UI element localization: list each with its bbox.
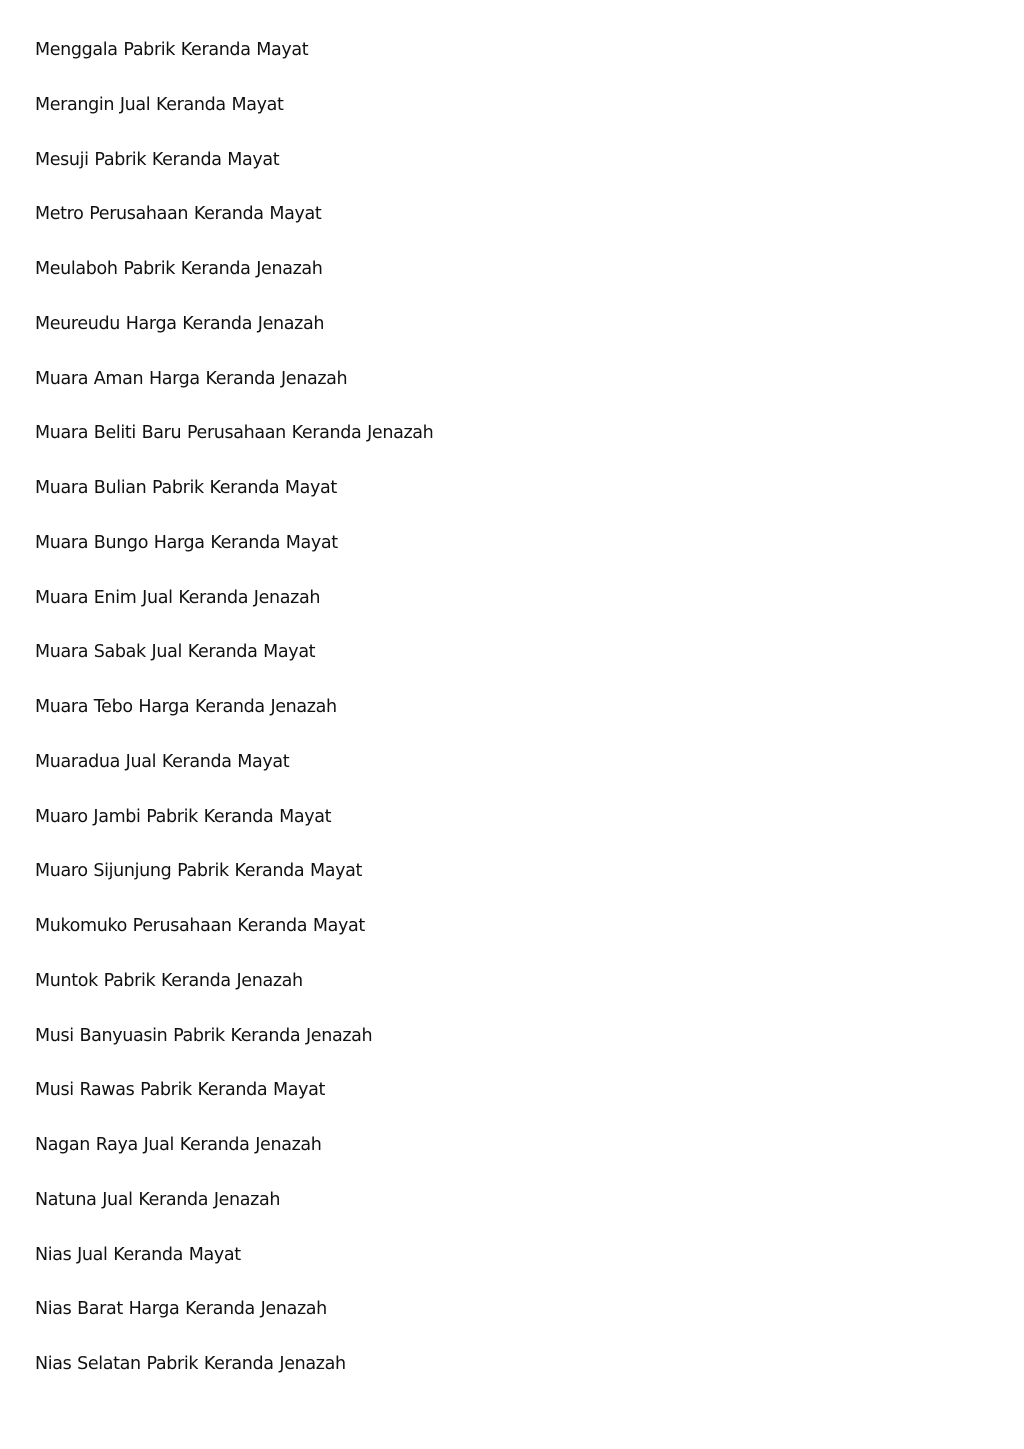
location-link[interactable]: Meulaboh Pabrik Keranda Jenazah — [35, 259, 323, 279]
list-item — [35, 1019, 935, 1074]
list-item — [35, 1347, 935, 1402]
list-item — [35, 252, 935, 307]
location-link-list — [35, 33, 935, 1402]
location-link[interactable]: Muara Beliti Baru Perusahaan Keranda Jenazah — [35, 423, 434, 444]
location-link[interactable]: Musi Banyuasin Pabrik Keranda Jenazah — [35, 1025, 373, 1046]
list-item — [35, 1128, 935, 1183]
list-item — [35, 88, 935, 143]
list-item — [35, 745, 935, 800]
list-item — [35, 854, 935, 909]
list-item — [35, 581, 935, 636]
list-item — [35, 964, 935, 1019]
location-link[interactable]: Muara Bungo Harga Keranda Mayat — [35, 532, 338, 553]
location-link[interactable]: Natuna Jual Keranda Jenazah — [35, 1189, 281, 1210]
list-item — [35, 1238, 935, 1293]
list-item — [35, 307, 935, 362]
location-link[interactable]: Muara Enim Jual Keranda Jenazah — [35, 587, 321, 608]
list-item — [35, 416, 935, 471]
location-link[interactable]: Mesuji Pabrik Keranda Mayat — [35, 149, 280, 170]
list-item — [35, 1292, 935, 1347]
location-link[interactable]: Merangin Jual Keranda Mayat — [35, 94, 284, 115]
location-link[interactable]: Muara Sabak Jual Keranda Mayat — [35, 642, 316, 663]
location-link[interactable]: Muaro Jambi Pabrik Keranda Mayat — [35, 806, 332, 827]
location-link[interactable]: Muara Aman Harga Keranda Jenazah — [35, 368, 348, 389]
list-item — [35, 526, 935, 581]
list-item — [35, 909, 935, 964]
location-link[interactable]: Nagan Raya Jual Keranda Jenazah — [35, 1135, 322, 1155]
list-item — [35, 471, 935, 526]
location-link[interactable]: Muara Bulian Pabrik Keranda Mayat — [35, 478, 337, 498]
list-item — [35, 800, 935, 855]
list-item — [35, 197, 935, 252]
location-link[interactable]: Nias Selatan Pabrik Keranda Jenazah — [35, 1354, 346, 1374]
location-link[interactable]: Metro Perusahaan Keranda Mayat — [35, 204, 322, 225]
list-item — [35, 362, 935, 417]
location-link[interactable]: Muaro Sijunjung Pabrik Keranda Mayat — [35, 861, 363, 882]
location-link[interactable]: Nias Barat Harga Keranda Jenazah — [35, 1299, 327, 1320]
list-item — [35, 33, 935, 88]
location-link[interactable]: Mukomuko Perusahaan Keranda Mayat — [35, 916, 365, 936]
list-item — [35, 1073, 935, 1128]
location-link[interactable]: Muaradua Jual Keranda Mayat — [35, 751, 290, 772]
list-item — [35, 1183, 935, 1238]
location-link[interactable]: Muntok Pabrik Keranda Jenazah — [35, 970, 303, 991]
list-item — [35, 690, 935, 745]
location-link[interactable]: Musi Rawas Pabrik Keranda Mayat — [35, 1080, 325, 1101]
location-link[interactable]: Muara Tebo Harga Keranda Jenazah — [35, 697, 337, 717]
list-item — [35, 635, 935, 690]
location-link[interactable]: Meureudu Harga Keranda Jenazah — [35, 313, 325, 334]
location-link[interactable]: Nias Jual Keranda Mayat — [35, 1244, 241, 1265]
list-item — [35, 143, 935, 198]
location-link[interactable]: Menggala Pabrik Keranda Mayat — [35, 40, 309, 60]
